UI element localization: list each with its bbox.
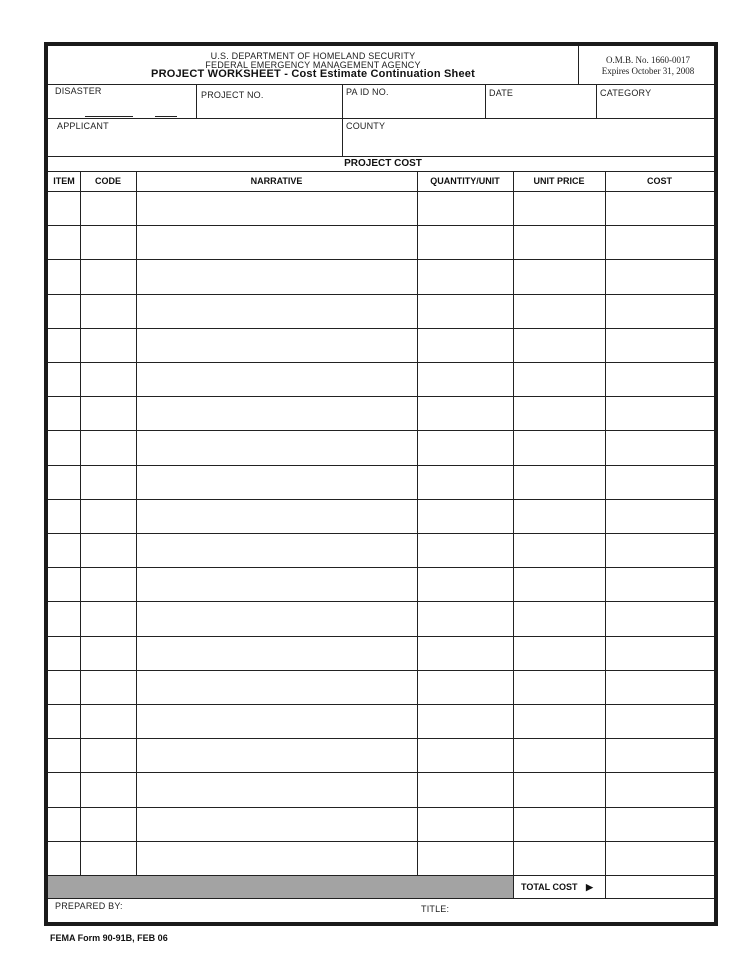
table-cell[interactable] [48,396,80,430]
table-cell[interactable] [605,772,714,806]
disaster-label: DISASTER [55,86,102,96]
table-cell[interactable] [136,430,417,464]
table-cell[interactable] [136,396,417,430]
table-cell[interactable] [513,191,605,225]
table-cell[interactable] [417,772,513,806]
agency-line-2: FEDERAL EMERGENCY MANAGEMENT AGENCY [205,60,421,70]
total-cost-cell[interactable] [607,876,713,897]
table-row [48,396,714,430]
table-cell[interactable] [80,533,136,567]
project-cost-heading: PROJECT COST [344,158,422,169]
table-row [48,259,714,293]
table-cell[interactable] [48,259,80,293]
table-cell[interactable] [80,567,136,601]
table-cell[interactable] [605,670,714,704]
table-cell[interactable] [513,772,605,806]
table-cell[interactable] [417,191,513,225]
row-divider [48,533,714,534]
table-cell[interactable] [80,670,136,704]
table-row [48,601,714,635]
table-cell[interactable] [80,294,136,328]
table-cell[interactable] [80,191,136,225]
table-cell[interactable] [513,636,605,670]
col-cost: COST [646,176,672,186]
table-cell[interactable] [48,328,80,362]
table-cell[interactable] [417,430,513,464]
applicant-label: APPLICANT [57,121,109,131]
table-cell[interactable] [605,430,714,464]
table-cell[interactable] [80,225,136,259]
table-cell[interactable] [513,499,605,533]
date-label: DATE [489,88,514,98]
table-row [48,362,714,396]
table-cell[interactable] [80,499,136,533]
table-cell[interactable] [48,772,80,806]
table-cell[interactable] [417,567,513,601]
table-cell[interactable] [605,362,714,396]
table-cell[interactable] [513,294,605,328]
table-cell[interactable] [513,396,605,430]
project-no-label: PROJECT NO. [201,90,264,100]
table-cell[interactable] [48,430,80,464]
table-cell[interactable] [48,601,80,635]
table-cell[interactable] [417,704,513,738]
table-row [48,499,714,533]
row-divider [48,807,714,808]
table-row [48,567,714,601]
row-divider [48,601,714,602]
table-cell[interactable] [48,670,80,704]
table-cell[interactable] [136,294,417,328]
row-divider [48,738,714,739]
table-row [48,465,714,499]
table-row [48,636,714,670]
table-row [48,807,714,841]
table-cell[interactable] [513,567,605,601]
table-cell[interactable] [605,499,714,533]
row-divider [48,328,714,329]
table-row [48,841,714,875]
table-cell[interactable] [513,670,605,704]
table-cell[interactable] [80,430,136,464]
table-cell[interactable] [136,772,417,806]
table-cell[interactable] [605,294,714,328]
disaster-suffix-line[interactable] [155,116,177,117]
table-cell[interactable] [513,601,605,635]
table-cell[interactable] [48,841,80,875]
table-cell[interactable] [136,499,417,533]
header-rule [48,84,714,85]
table-cell[interactable] [80,738,136,772]
table-row [48,328,714,362]
agency-line-1: U.S. DEPARTMENT OF HOMELAND SECURITY [210,51,416,61]
table-row [48,225,714,259]
col-quantity-unit: QUANTITY/UNIT [430,176,500,186]
table-row [48,294,714,328]
table-cell[interactable] [417,670,513,704]
table-cell[interactable] [605,328,714,362]
prepared-by-label: PREPARED BY: [55,901,123,911]
table-cell[interactable] [417,807,513,841]
table-cell[interactable] [48,191,80,225]
row-divider [48,362,714,363]
table-cell[interactable] [513,225,605,259]
table-cell[interactable] [605,567,714,601]
total-row-shading [48,875,513,898]
table-cell[interactable] [48,704,80,738]
table-cell[interactable] [605,738,714,772]
row-divider [48,772,714,773]
row-divider [48,396,714,397]
table-cell[interactable] [417,499,513,533]
table-cell[interactable] [605,807,714,841]
table-cell[interactable] [48,567,80,601]
table-cell[interactable] [417,841,513,875]
table-cell[interactable] [417,533,513,567]
worksheet-form [44,42,718,926]
table-cell[interactable] [513,704,605,738]
form-title: PROJECT WORKSHEET - Cost Estimate Continuation Sheet [151,68,475,80]
row-divider [48,670,714,671]
table-cell[interactable] [48,294,80,328]
row-divider [48,259,714,260]
row-divider [48,294,714,295]
table-cell[interactable] [136,225,417,259]
col-item: ITEM [53,176,75,186]
table-cell[interactable] [48,738,80,772]
table-cell[interactable] [513,430,605,464]
table-cell[interactable] [136,841,417,875]
table-cell[interactable] [136,259,417,293]
table-cell[interactable] [417,601,513,635]
table-cell[interactable] [417,225,513,259]
row-divider [48,567,714,568]
table-cell[interactable] [80,465,136,499]
table-cell[interactable] [417,362,513,396]
row-divider [48,499,714,500]
table-cell[interactable] [417,396,513,430]
table-cell[interactable] [48,807,80,841]
table-row [48,430,714,464]
table-cell[interactable] [80,772,136,806]
row-divider [48,225,714,226]
table-cell[interactable] [80,362,136,396]
table-cell[interactable] [48,636,80,670]
col-narrative: NARRATIVE [250,176,303,186]
omb-number: O.M.B. No. 1660-0017 [605,55,690,65]
table-cell[interactable] [136,465,417,499]
table-cell[interactable] [136,636,417,670]
table-row [48,670,714,704]
table-cell[interactable] [605,191,714,225]
table-cell[interactable] [605,465,714,499]
omb-expires: Expires October 31, 2008 [601,66,695,76]
table-cell[interactable] [136,191,417,225]
table-cell[interactable] [605,259,714,293]
table-cell[interactable] [48,362,80,396]
table-cell[interactable] [605,225,714,259]
title-label: TITLE: [421,904,450,914]
table-cell[interactable] [136,704,417,738]
table-cell[interactable] [136,567,417,601]
table-cell[interactable] [513,807,605,841]
table-row [48,738,714,772]
row-divider [48,841,714,842]
table-cell[interactable] [80,807,136,841]
table-cell[interactable] [513,259,605,293]
table-cell[interactable] [48,465,80,499]
table-cell[interactable] [136,738,417,772]
table-cell[interactable] [80,636,136,670]
table-cell[interactable] [605,636,714,670]
col-unit-price: UNIT PRICE [533,176,585,186]
table-cell[interactable] [417,636,513,670]
table-cell[interactable] [136,328,417,362]
table-cell[interactable] [417,738,513,772]
table-cell[interactable] [513,362,605,396]
table-row [48,533,714,567]
table-row [48,704,714,738]
table-cell[interactable] [513,328,605,362]
row-divider [48,704,714,705]
table-cell[interactable] [605,704,714,738]
table-cell[interactable] [605,601,714,635]
table-cell[interactable] [80,328,136,362]
table-cell[interactable] [136,533,417,567]
table-cell[interactable] [136,807,417,841]
table-cell[interactable] [417,294,513,328]
table-cell[interactable] [513,738,605,772]
table-cell[interactable] [417,328,513,362]
table-cell[interactable] [417,259,513,293]
cost-table [48,191,714,875]
table-cell[interactable] [136,362,417,396]
disaster-number-line[interactable] [85,116,133,117]
table-cell[interactable] [605,533,714,567]
pa-id-label: PA ID NO. [346,87,389,97]
table-cell[interactable] [605,396,714,430]
county-label: COUNTY [346,121,386,131]
table-cell[interactable] [513,465,605,499]
table-cell[interactable] [80,841,136,875]
table-cell[interactable] [136,601,417,635]
table-cell[interactable] [48,225,80,259]
table-cell[interactable] [48,533,80,567]
category-label: CATEGORY [600,88,652,98]
table-row [48,772,714,806]
table-cell[interactable] [80,704,136,738]
row-divider [48,430,714,431]
form-number: FEMA Form 90-91B, FEB 06 [50,933,168,943]
table-cell[interactable] [513,533,605,567]
total-cost-label: TOTAL COST ▶ [521,882,593,892]
table-cell[interactable] [80,259,136,293]
table-cell[interactable] [417,465,513,499]
table-cell[interactable] [80,601,136,635]
table-cell[interactable] [513,841,605,875]
table-row [48,191,714,225]
table-cell[interactable] [80,396,136,430]
col-code: CODE [94,176,121,186]
arrow-right-icon: ▶ [586,882,593,892]
row-divider [48,636,714,637]
row-divider [48,465,714,466]
table-cell[interactable] [48,499,80,533]
table-cell[interactable] [136,670,417,704]
table-cell[interactable] [605,841,714,875]
